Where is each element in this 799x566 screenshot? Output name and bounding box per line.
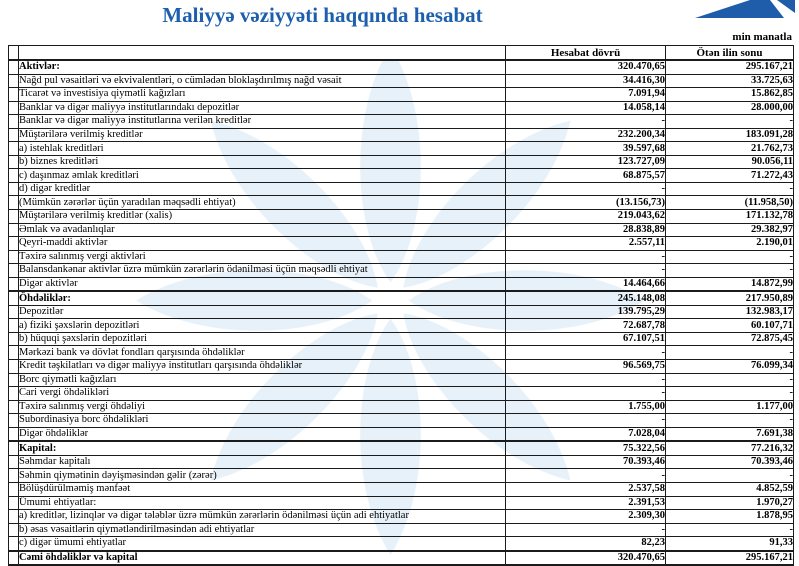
row-label-cell: Ümumi ehtiyatlar: (19, 496, 506, 510)
row-index-cell (9, 250, 19, 264)
value-cell-period: - (506, 387, 666, 401)
value-cell-period: - (506, 250, 666, 264)
header-index-cell (9, 46, 19, 61)
row-index-cell (9, 373, 19, 387)
table-row (9, 250, 794, 264)
value-cell-period: - (506, 373, 666, 387)
value-cell-prior: 1.970,27 (666, 496, 794, 510)
row-label-cell: Banklar və digər maliyyə institutlarına verilən kreditlər (19, 115, 506, 129)
table-row (9, 469, 794, 483)
row-index-cell (9, 414, 19, 428)
table-row (9, 441, 794, 455)
value-cell-prior: - (666, 469, 794, 483)
row-label-cell: Cəmi öhdəliklər və kapital (19, 551, 506, 566)
table-row (9, 400, 794, 414)
table-row (9, 496, 794, 510)
row-label-cell: Ticarət və investisiya qiymətli kağızları (19, 88, 506, 102)
row-label-cell: Təxirə salınmış vergi aktivləri (19, 250, 506, 264)
row-label-cell: b) hüquqi şəxslərin depozitləri (19, 332, 506, 346)
value-cell-prior: 295.167,21 (666, 60, 794, 74)
value-cell-prior: 7.691,38 (666, 427, 794, 441)
value-cell-prior: 295.167,21 (666, 551, 794, 566)
row-label-cell: Nağd pul vəsaitləri və ekvivalentləri, o cümlədən bloklaşdırılmış nağd vəsait (19, 74, 506, 88)
value-cell-period: 219.043,62 (506, 210, 666, 224)
row-index-cell (9, 142, 19, 156)
value-cell-prior: - (666, 373, 794, 387)
table-row (9, 101, 794, 115)
value-cell-period: - (506, 264, 666, 278)
row-label-cell: a) kreditlər, lizinqlər və digər tələblər üzrə mümkün zərərlərin ödənilməsi üçün adi ehtiyatlar (19, 510, 506, 524)
value-cell-period: 72.687,78 (506, 319, 666, 333)
row-label-cell: Müştərilərə verilmiş kreditlər (xalis) (19, 210, 506, 224)
row-index-cell (9, 277, 19, 291)
row-label-cell: Səhmdar kapitalı (19, 455, 506, 469)
bank-logo-triangle-icon (695, 0, 795, 18)
row-label-cell: a) fiziki şəxslərin depozitləri (19, 319, 506, 333)
value-cell-prior: 2.190,01 (666, 237, 794, 251)
value-cell-period: 7.091,94 (506, 88, 666, 102)
row-label-cell: Öhdəliklər: (19, 291, 506, 305)
value-cell-period: 14.464,66 (506, 277, 666, 291)
row-label-cell: Balansdankənar aktivlər üzrə mümkün zərərlərin ödənilməsi üçün məqsədli ehtiyat (19, 264, 506, 278)
table-row (9, 264, 794, 278)
table-row (9, 319, 794, 333)
row-index-cell (9, 210, 19, 224)
header-label-cell (19, 46, 506, 61)
row-index-cell (9, 155, 19, 169)
value-cell-prior: 1.878,95 (666, 510, 794, 524)
row-label-cell: b) əsas vəsaitlərin qiymətləndirilməsindən adi ehtiyatlar (19, 523, 506, 537)
table-row (9, 427, 794, 441)
value-cell-period: 320.470,65 (506, 551, 666, 566)
row-index-cell (9, 60, 19, 74)
value-cell-prior: 90.056,11 (666, 155, 794, 169)
value-cell-period: 70.393,46 (506, 455, 666, 469)
row-label-cell: Digər aktivlər (19, 277, 506, 291)
row-label-cell: Depozitlər (19, 305, 506, 319)
value-cell-period: 96.569,75 (506, 360, 666, 374)
table-row (9, 196, 794, 210)
value-cell-prior: - (666, 414, 794, 428)
table-row (9, 210, 794, 224)
row-index-cell (9, 182, 19, 196)
table-row (9, 305, 794, 319)
row-label-cell: Subordinasiya borc öhdəlikləri (19, 414, 506, 428)
table-row (9, 414, 794, 428)
value-cell-prior: 33.725,63 (666, 74, 794, 88)
row-index-cell (9, 223, 19, 237)
value-cell-period: 7.028,04 (506, 427, 666, 441)
row-index-cell (9, 482, 19, 496)
value-cell-period: 14.058,14 (506, 101, 666, 115)
table-row (9, 455, 794, 469)
table-row (9, 277, 794, 291)
table-header-row (9, 46, 794, 61)
value-cell-period: 232.200,34 (506, 128, 666, 142)
value-cell-prior: 1.177,00 (666, 400, 794, 414)
row-index-cell (9, 523, 19, 537)
table-row (9, 537, 794, 551)
row-index-cell (9, 455, 19, 469)
row-index-cell (9, 237, 19, 251)
value-cell-period: - (506, 523, 666, 537)
value-cell-prior: 70.393,46 (666, 455, 794, 469)
row-label-cell: b) biznes kreditləri (19, 155, 506, 169)
value-cell-prior: 71.272,43 (666, 169, 794, 183)
value-cell-prior: 4.852,59 (666, 482, 794, 496)
row-label-cell: Bölüşdürülməmiş mənfəət (19, 482, 506, 496)
row-index-cell (9, 441, 19, 455)
value-cell-period: 28.838,89 (506, 223, 666, 237)
value-cell-period: 67.107,51 (506, 332, 666, 346)
value-cell-prior: 132.983,17 (666, 305, 794, 319)
row-label-cell: Mərkəzi bank və dövlət fondları qarşısında öhdəliklər (19, 346, 506, 360)
row-label-cell: Aktivlər: (19, 60, 506, 74)
row-label-cell: c) daşınmaz əmlak kreditləri (19, 169, 506, 183)
row-index-cell (9, 319, 19, 333)
row-label-cell: a) istehlak kreditləri (19, 142, 506, 156)
value-cell-prior: - (666, 115, 794, 129)
row-label-cell: Digər öhdəliklər (19, 427, 506, 441)
report-table-body (9, 60, 794, 565)
row-index-cell (9, 169, 19, 183)
table-row (9, 60, 794, 74)
table-row (9, 169, 794, 183)
row-index-cell (9, 291, 19, 305)
value-cell-period: 82,23 (506, 537, 666, 551)
unit-note: min manatla (732, 31, 792, 43)
value-cell-period: (13.156,73) (506, 196, 666, 210)
row-index-cell (9, 74, 19, 88)
header-period-cell: Hesabat dövrü (506, 46, 666, 61)
value-cell-prior: (11.958,50) (666, 196, 794, 210)
value-cell-period: 68.875,57 (506, 169, 666, 183)
value-cell-period: 2.557,11 (506, 237, 666, 251)
table-row (9, 223, 794, 237)
row-index-cell (9, 537, 19, 551)
value-cell-prior: 21.762,73 (666, 142, 794, 156)
value-cell-period: - (506, 414, 666, 428)
row-index-cell (9, 427, 19, 441)
table-row (9, 346, 794, 360)
row-label-cell: Səhmin qiymətinin dəyişməsindən gəlir (zərər) (19, 469, 506, 483)
value-cell-period: 2.309,30 (506, 510, 666, 524)
row-index-cell (9, 551, 19, 566)
row-label-cell: Kapital: (19, 441, 506, 455)
row-label-cell: (Mümkün zərərlər üçün yaradılan məqsədli ehtiyat) (19, 196, 506, 210)
row-index-cell (9, 332, 19, 346)
value-cell-prior: 15.862,85 (666, 88, 794, 102)
value-cell-prior: 91,33 (666, 537, 794, 551)
value-cell-period: - (506, 346, 666, 360)
value-cell-prior: 28.000,00 (666, 101, 794, 115)
row-index-cell (9, 360, 19, 374)
value-cell-period: 123.727,09 (506, 155, 666, 169)
row-label-cell: Kredit təşkilatları və digər maliyyə institutları qarşısında öhdəliklər (19, 360, 506, 374)
row-index-cell (9, 305, 19, 319)
value-cell-prior: - (666, 264, 794, 278)
value-cell-prior: 76.099,34 (666, 360, 794, 374)
table-row (9, 373, 794, 387)
value-cell-period: 1.755,00 (506, 400, 666, 414)
row-index-cell (9, 196, 19, 210)
value-cell-period: - (506, 469, 666, 483)
table-row (9, 510, 794, 524)
value-cell-prior: - (666, 523, 794, 537)
value-cell-period: 34.416,30 (506, 74, 666, 88)
table-row (9, 155, 794, 169)
value-cell-prior: 14.872,99 (666, 277, 794, 291)
table-row (9, 387, 794, 401)
table-row (9, 128, 794, 142)
row-label-cell: Təxirə salınmış vergi öhdəliyi (19, 400, 506, 414)
table-row (9, 360, 794, 374)
value-cell-prior: 171.132,78 (666, 210, 794, 224)
value-cell-period: - (506, 182, 666, 196)
table-row (9, 88, 794, 102)
row-index-cell (9, 264, 19, 278)
table-row (9, 182, 794, 196)
value-cell-prior: - (666, 346, 794, 360)
value-cell-prior: 183.091,28 (666, 128, 794, 142)
row-label-cell: Banklar və digər maliyyə institutlarındakı depozitlər (19, 101, 506, 115)
row-label-cell: Müştərilərə verilmiş kreditlər (19, 128, 506, 142)
value-cell-prior: - (666, 387, 794, 401)
table-row (9, 482, 794, 496)
row-index-cell (9, 496, 19, 510)
value-cell-prior: 60.107,71 (666, 319, 794, 333)
row-index-cell (9, 469, 19, 483)
financial-position-table (8, 45, 794, 566)
value-cell-period: - (506, 115, 666, 129)
table-row (9, 142, 794, 156)
table-row (9, 523, 794, 537)
table-row (9, 74, 794, 88)
value-cell-period: 139.795,29 (506, 305, 666, 319)
page-title: Maliyyə vəziyyəti haqqında hesabat (162, 3, 483, 27)
row-index-cell (9, 128, 19, 142)
row-label-cell: Borc qiymətli kağızları (19, 373, 506, 387)
row-label-cell: Qeyri-maddi aktivlər (19, 237, 506, 251)
value-cell-prior: 77.216,32 (666, 441, 794, 455)
value-cell-period: 320.470,65 (506, 60, 666, 74)
value-cell-period: 75.322,56 (506, 441, 666, 455)
row-index-cell (9, 510, 19, 524)
row-label-cell: Əmlak və avadanlıqlar (19, 223, 506, 237)
row-index-cell (9, 400, 19, 414)
row-index-cell (9, 88, 19, 102)
value-cell-prior: 217.950,89 (666, 291, 794, 305)
row-index-cell (9, 101, 19, 115)
value-cell-prior: - (666, 250, 794, 264)
value-cell-period: 2.537,58 (506, 482, 666, 496)
table-row (9, 551, 794, 566)
value-cell-period: 245.148,08 (506, 291, 666, 305)
row-index-cell (9, 115, 19, 129)
header-prior-cell: Ötən ilin sonu (666, 46, 794, 61)
value-cell-prior: 72.875,45 (666, 332, 794, 346)
value-cell-period: 39.597,68 (506, 142, 666, 156)
row-index-cell (9, 387, 19, 401)
value-cell-period: 2.391,53 (506, 496, 666, 510)
value-cell-prior: - (666, 182, 794, 196)
table-row (9, 115, 794, 129)
table-row (9, 332, 794, 346)
table-row (9, 237, 794, 251)
table-row (9, 291, 794, 305)
row-index-cell (9, 346, 19, 360)
row-label-cell: d) digər kreditlər (19, 182, 506, 196)
row-label-cell: c) digər ümumi ehtiyatlar (19, 537, 506, 551)
value-cell-prior: 29.382,97 (666, 223, 794, 237)
row-label-cell: Cari vergi öhdəlikləri (19, 387, 506, 401)
